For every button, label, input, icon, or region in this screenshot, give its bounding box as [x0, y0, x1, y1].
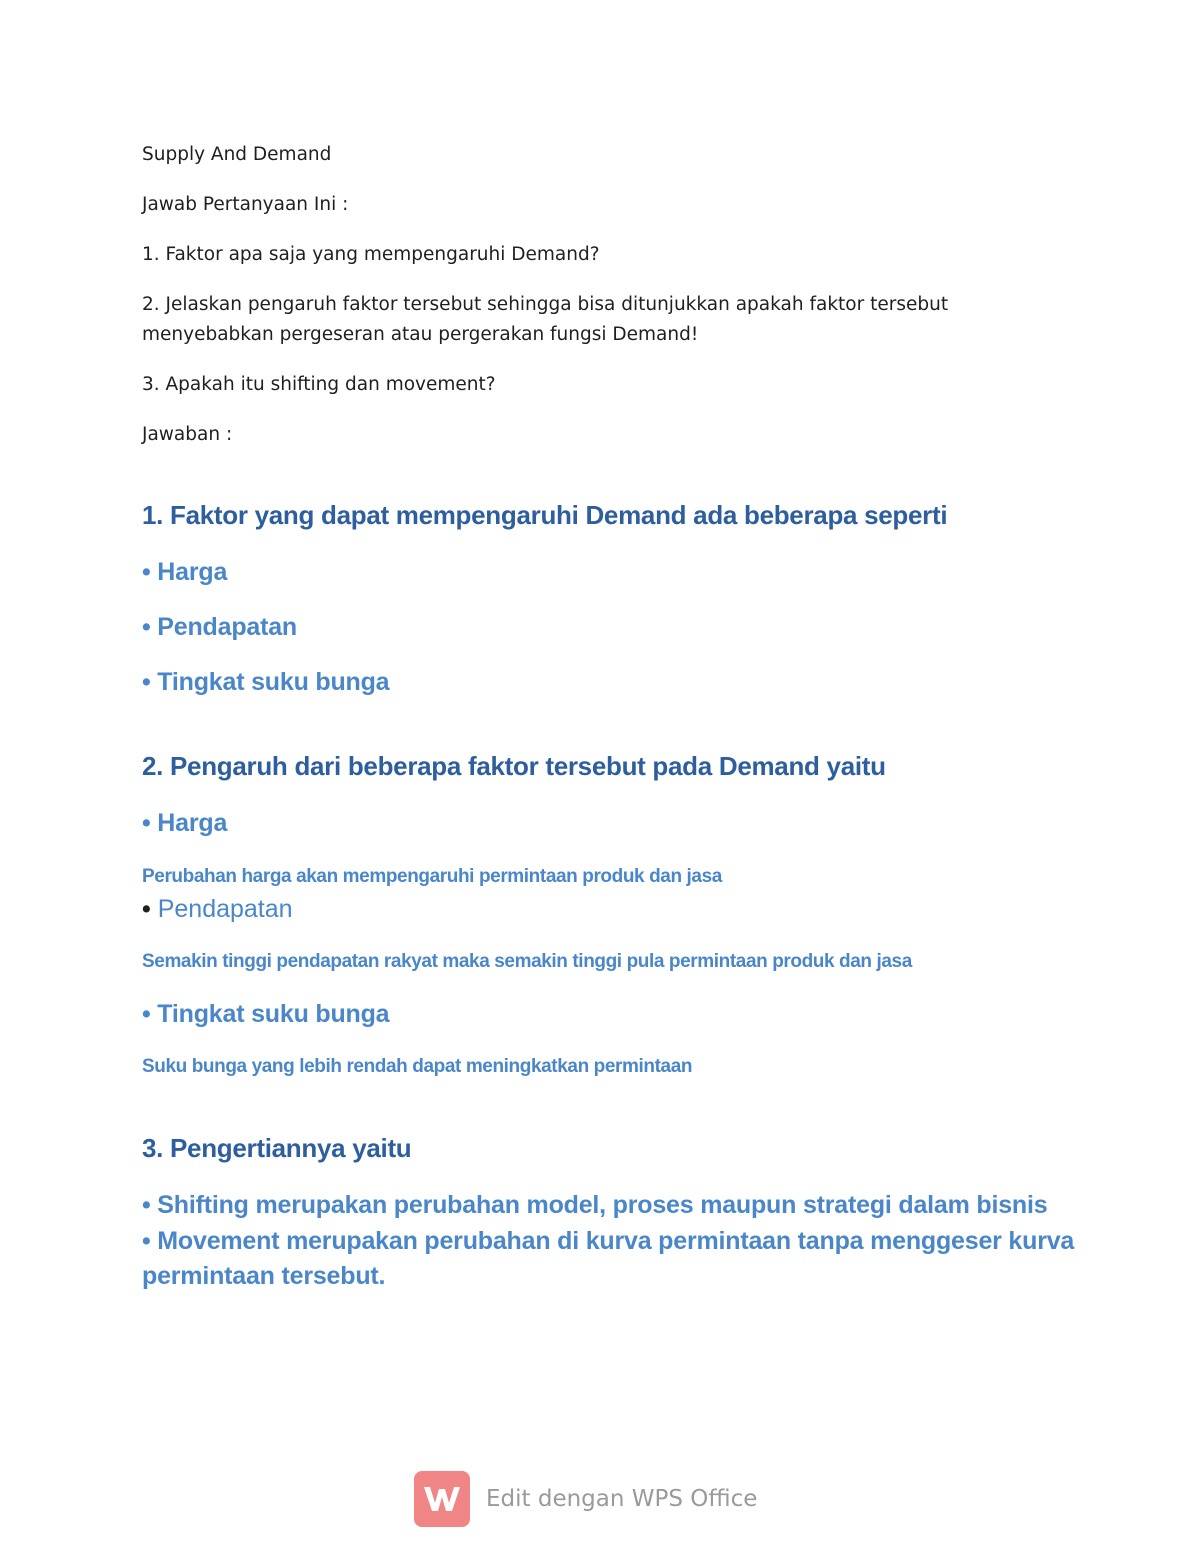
section-3-heading: 3. Pengertiannya yaitu	[142, 1133, 412, 1163]
instruction-text: Jawab Pertanyaan Ini :	[142, 194, 349, 215]
wps-w-glyph	[422, 1483, 462, 1515]
section-1-item-suku-bunga: • Tingkat suku bunga	[142, 668, 390, 696]
section-3-line-movement-cont: permintaan tersebut.	[142, 1262, 386, 1290]
question-3: 3. Apakah itu shifting dan movement?	[142, 374, 496, 395]
section-2-item-harga: • Harga	[142, 809, 228, 837]
bullet-dot: •	[142, 895, 151, 923]
section-2-desc-harga: Perubahan harga akan mempengaruhi permintaan produk dan jasa	[142, 866, 722, 887]
section-1-item-pendapatan: • Pendapatan	[142, 613, 297, 641]
section-2-item-suku-bunga: • Tingkat suku bunga	[142, 1000, 390, 1028]
section-2-heading: 2. Pengaruh dari beberapa faktor tersebut pada Demand yaitu	[142, 751, 886, 781]
section-1-item-harga: • Harga	[142, 558, 228, 586]
edit-with-wps-label: Edit dengan WPS Office	[486, 1486, 758, 1512]
question-1: 1. Faktor apa saja yang mempengaruhi Demand?	[142, 244, 600, 265]
section-2-item-pendapatan-label: Pendapatan	[150, 895, 293, 923]
section-3-line-movement: • Movement merupakan perubahan di kurva permintaan tanpa menggeser kurva	[142, 1227, 1075, 1255]
answer-label: Jawaban :	[142, 424, 233, 445]
question-2-line-2: menyebabkan pergeseran atau pergerakan fungsi Demand!	[142, 324, 699, 345]
section-2-desc-suku-bunga: Suku bunga yang lebih rendah dapat meningkatkan permintaan	[142, 1056, 693, 1077]
section-2-desc-pendapatan: Semakin tinggi pendapatan rakyat maka semakin tinggi pula permintaan produk dan jasa	[142, 951, 912, 972]
section-1-heading: 1. Faktor yang dapat mempengaruhi Demand ada beberapa seperti	[142, 500, 948, 530]
edit-with-wps-badge[interactable]	[414, 1471, 757, 1527]
wps-office-icon	[414, 1471, 470, 1527]
section-2-item-pendapatan	[142, 895, 293, 924]
question-2-line-1: 2. Jelaskan pengaruh faktor tersebut sehingga bisa ditunjukkan apakah faktor tersebut	[142, 294, 949, 315]
section-3-line-shifting: • Shifting merupakan perubahan model, proses maupun strategi dalam bisnis	[142, 1191, 1048, 1219]
document-title: Supply And Demand	[142, 144, 332, 165]
